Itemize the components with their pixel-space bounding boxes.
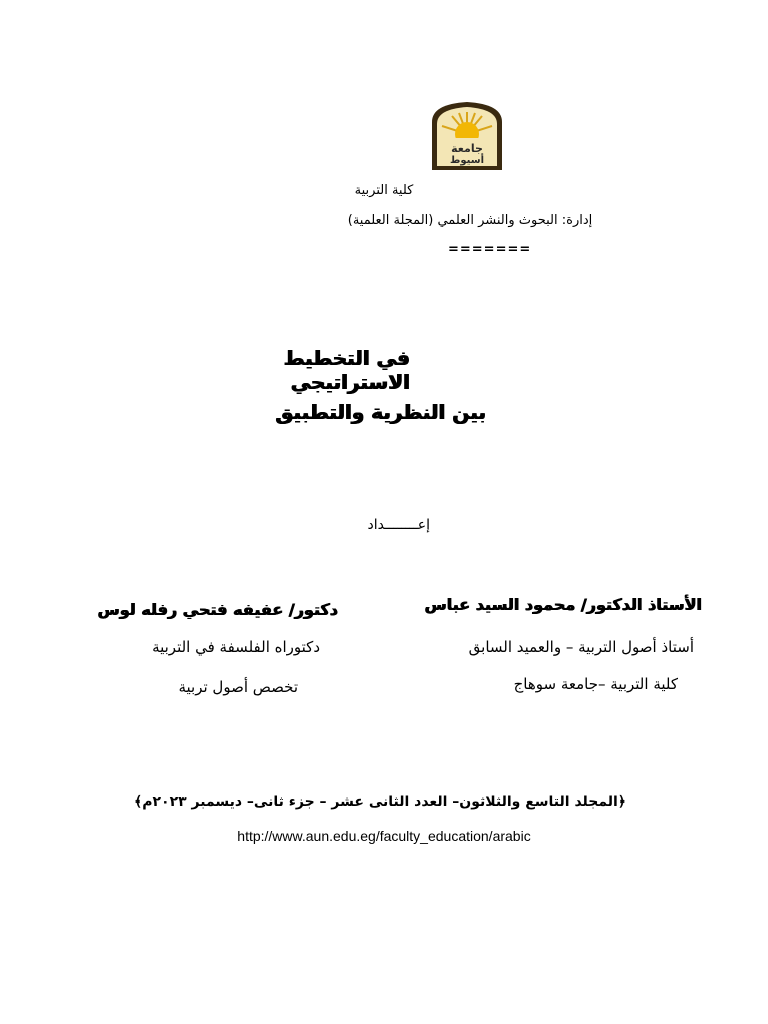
title-line-2: بين النظرية والتطبيق	[275, 400, 486, 424]
journal-url-link[interactable]: http://www.aun.edu.eg/faculty_education/arabic	[237, 828, 531, 844]
author-1-name: الأستاذ الدكتور/ محمود السيد عباس	[424, 595, 702, 614]
svg-text:أسيوط: أسيوط	[450, 155, 484, 166]
university-logo	[428, 100, 506, 172]
author-2-degree: دكتوراه الفلسفة في التربية	[152, 638, 320, 656]
faculty-name: كلية التربية	[354, 183, 414, 198]
prepared-by-label: إعــــــــداد	[367, 517, 430, 533]
title-line-1: في التخطيط الاستراتيجي	[283, 346, 410, 394]
author-2-specialization: تخصص أصول تربية	[178, 678, 298, 696]
department-name: إدارة: البحوث والنشر العلمي (المجلة العلمية)	[347, 213, 593, 228]
volume-issue-info: ﴿المجلد التاسع والثلاثون– العدد الثانى عشر – جزء ثانى– ديسمبر ٢٠٢٣م﴾	[134, 794, 626, 810]
author-1-position: أستاذ أصول التربية – والعميد السابق	[468, 638, 694, 656]
separator-line: =======	[448, 242, 532, 257]
author-2-name: دكتور/ عفيفه فتحي رفله لوس	[97, 600, 338, 619]
author-1-affiliation: كلية التربية –جامعة سوهاج	[513, 675, 678, 693]
logo-text: جامعة	[451, 142, 483, 155]
